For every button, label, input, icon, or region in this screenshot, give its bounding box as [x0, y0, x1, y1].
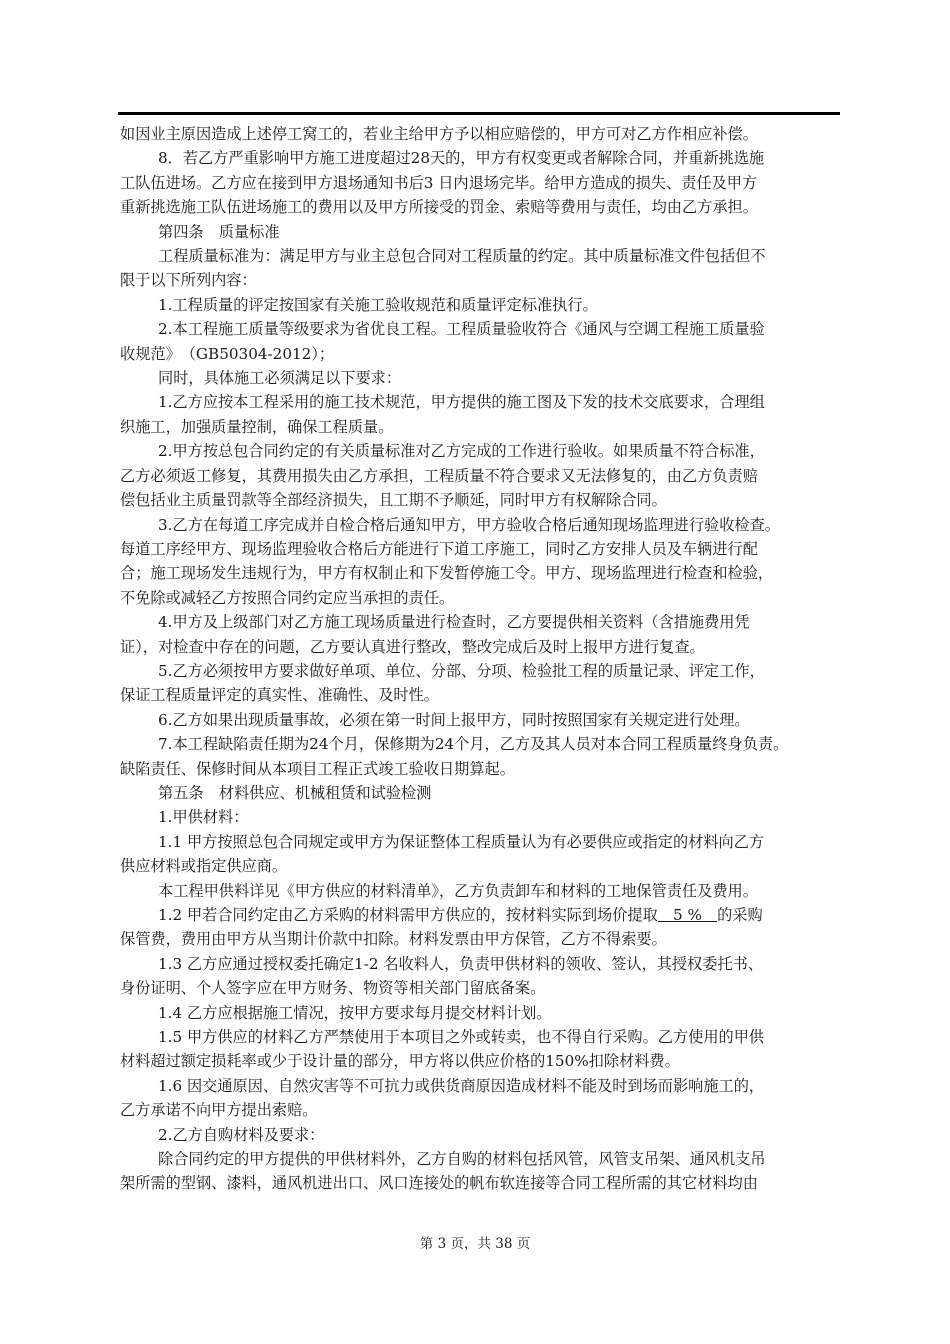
line-text: 1.3 乙方应通过授权委托确定1-2 名收料人，负责甲供材料的领收、签认，其授权委托书、 — [158, 954, 764, 973]
line-text: 1.6 因交通原因、自然灾害等不可抗力或供货商原因造成材料不能及时到场而影响施工的， — [158, 1076, 765, 1095]
text-line — [120, 122, 842, 146]
line-text: 同时，具体施工必须满足以下要求： — [158, 369, 401, 388]
text-line — [120, 805, 842, 829]
line-text-after: 的采购 — [717, 906, 763, 924]
line-text: 第四条 质量标准 — [158, 222, 280, 241]
page-footer: 第 3 页，共 38 页 — [419, 1236, 531, 1252]
text-line — [120, 366, 842, 390]
text-line — [120, 659, 842, 683]
text-line — [120, 635, 842, 659]
text-line — [120, 1001, 842, 1025]
fee-rate-blank: 5 % — [657, 906, 718, 924]
line-text: 重新挑选施工队伍进场施工的费用以及甲方所接受的罚金、索赔等费用与责任，均由乙方承担。 — [120, 198, 758, 217]
text-line — [120, 244, 842, 268]
text-line — [120, 439, 842, 463]
document-body — [120, 122, 842, 1196]
text-line — [120, 1171, 842, 1195]
text-line — [120, 293, 842, 317]
line-text: 收规范》 （GB50304-2012）； — [120, 344, 335, 363]
line-text: 不免除或减轻乙方按照合同约定应当承担的责任。 — [120, 588, 455, 607]
line-text: 本工程甲供料详见《甲方供应的材料清单》，乙方负责卸车和材料的工地保管责任及费用。 — [158, 881, 758, 900]
line-text: 4.甲方及上级部门对乙方施工现场质量进行检查时，乙方要提供相关资料（含措施费用凭 — [158, 613, 750, 632]
text-line — [120, 268, 842, 292]
line-text: 偿包括业主质量罚款等全部经济损失，且工期不予顺延，同时甲方有权解除合同。 — [120, 491, 667, 510]
text-line — [120, 903, 842, 927]
text-line — [120, 171, 842, 195]
line-text: 第五条 材料供应、机械租赁和试验检测 — [158, 783, 432, 802]
line-text: 1.5 甲方供应的材料乙方严禁使用于本项目之外或转卖，也不得自行采购。乙方使用的甲供 — [158, 1028, 765, 1047]
text-line — [120, 952, 842, 976]
line-text: 5.乙方必须按甲方要求做好单项、单位、分部、分项、检验批工程的质量记录、评定工作， — [158, 661, 765, 680]
text-line — [120, 415, 842, 439]
header-rule — [118, 112, 840, 115]
text-line — [120, 976, 842, 1000]
text-line — [120, 1147, 842, 1171]
text-line — [120, 146, 842, 170]
line-text: 8．若乙方严重影响甲方施工进度超过28天的，甲方有权变更或者解除合同，并重新挑选施 — [158, 149, 765, 168]
text-line — [120, 757, 842, 781]
text-line — [120, 586, 842, 610]
text-line — [120, 879, 842, 903]
line-text: 1.4 乙方应根据施工情况，按甲方要求每月提交材料计划。 — [158, 1003, 552, 1022]
text-line — [120, 537, 842, 561]
text-line — [120, 781, 842, 805]
line-text: 除合同约定的甲方提供的甲供材料外，乙方自购的材料包括风管，风管支吊架、通风机支吊 — [158, 1150, 766, 1169]
text-line — [120, 390, 842, 414]
line-text: 2.乙方自购材料及要求： — [158, 1125, 325, 1144]
text-line — [120, 220, 842, 244]
line-text: 1.乙方应按本工程采用的施工技术规范，甲方提供的施工图及下发的技术交底要求，合理组 — [158, 393, 765, 412]
text-line — [120, 488, 842, 512]
text-line — [120, 610, 842, 634]
line-text: 织施工，加强质量控制，确保工程质量。 — [120, 417, 394, 436]
line-text: 3.乙方在每道工序完成并自检合格后通知甲方，甲方验收合格后通知现场监理进行验收检查。 — [158, 515, 780, 534]
line-text: 工队伍进场。乙方应在接到甲方退场通知书后3 日内退场完毕。给甲方造成的损失、责任及甲方 — [120, 173, 758, 192]
line-text: 供应材料或指定供应商。 — [120, 857, 288, 876]
line-text: 保管费，费用由甲方从当期计价款中扣除。材料发票由甲方保管，乙方不得索要。 — [120, 930, 667, 949]
text-line — [120, 342, 842, 366]
line-text: 缺陷责任、保修时间从本项目工程正式竣工验收日期算起。 — [120, 759, 515, 778]
line-text: 保证工程质量评定的真实性、准确性、及时性。 — [120, 686, 439, 705]
line-text: 1.1 甲方按照总包合同规定或甲方为保证整体工程质量认为有必要供应或指定的材料向乙方 — [158, 832, 765, 851]
text-line — [120, 1074, 842, 1098]
line-text: 架所需的型钢、漆料，通风机进出口、风口连接处的帆布软连接等合同工程所需的其它材料均由 — [120, 1174, 758, 1193]
line-text: 合；施工现场发生违规行为，甲方有权制止和下发暂停施工令。甲方、现场监理进行检查和检验， — [120, 564, 774, 583]
line-text: 6.乙方如果出现质量事故，必须在第一时间上报甲方，同时按照国家有关规定进行处理。 — [158, 710, 750, 729]
line-text: 限于以下所列内容： — [120, 271, 257, 290]
line-text: 乙方承诺不向甲方提出索赔。 — [120, 1101, 318, 1120]
text-line — [120, 708, 842, 732]
line-text: 如因业主原因造成上述停工窝工的，若业主给甲方予以相应赔偿的，甲方可对乙方作相应补偿。 — [120, 125, 758, 143]
line-text: 7.本工程缺陷责任期为24个月，保修期为24个月，乙方及其人员对本合同工程质量终身负责。 — [158, 735, 789, 754]
text-line — [120, 1049, 842, 1073]
text-line — [120, 830, 842, 854]
line-text: 证），对检查中存在的问题，乙方要认真进行整改，整改完成后及时上报甲方进行复查。 — [120, 637, 705, 656]
line-text: 1.甲供材料： — [158, 808, 249, 827]
line-text: 2.甲方按总包合同约定的有关质量标准对乙方完成的工作进行验收。如果质量不符合标准， — [158, 442, 765, 461]
text-line — [120, 732, 842, 756]
line-text: 1.工程质量的评定按国家有关施工验收规范和质量评定标准执行。 — [158, 295, 598, 314]
text-line — [120, 561, 842, 585]
line-text: 工程质量标准为：满足甲方与业主总包合同对工程质量的约定。其中质量标准文件包括但不 — [158, 247, 766, 266]
line-text: 每道工序经甲方、现场监理验收合格后方能进行下道工序施工，同时乙方安排人员及车辆进行配 — [120, 539, 758, 558]
text-line — [120, 854, 842, 878]
text-line — [120, 195, 842, 219]
line-text: 2.本工程施工质量等级要求为省优良工程。工程质量验收符合《通风与空调工程施工质量验 — [158, 320, 765, 339]
line-text: 身份证明、个人签字应在甲方财务、物资等相关部门留底备案。 — [120, 979, 546, 998]
text-line — [120, 513, 842, 537]
text-line — [120, 1025, 842, 1049]
text-line — [120, 1123, 842, 1147]
text-line — [120, 1098, 842, 1122]
line-text: 乙方必须返工修复，其费用损失由乙方承担，工程质量不符合要求又无法修复的，由乙方负责赔 — [120, 466, 758, 485]
text-line — [120, 927, 842, 951]
text-line — [120, 464, 842, 488]
text-line — [120, 683, 842, 707]
line-text: 1.2 甲若合同约定由乙方采购的材料需甲方供应的，按材料实际到场价提取 — [158, 906, 658, 924]
line-text: 材料超过额定损耗率或少于设计量的部分，甲方将以供应价格的150%扣除材料费。 — [120, 1052, 680, 1071]
text-line — [120, 317, 842, 341]
